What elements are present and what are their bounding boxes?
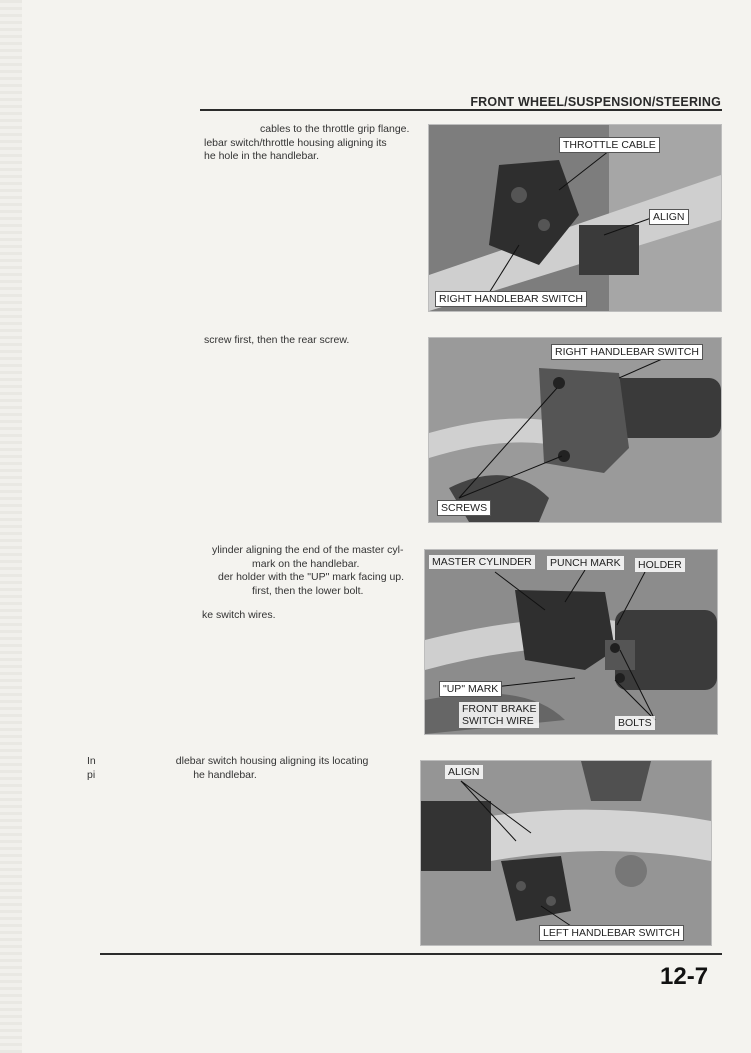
step-4-text [87, 755, 368, 782]
step-4-line-2 [87, 769, 368, 783]
step-2-line-1: screw first, then the rear screw. [204, 334, 350, 346]
label-left-handlebar-switch: LEFT HANDLEBAR SWITCH [539, 925, 684, 941]
label-front-brake-line-1: FRONT BRAKE [462, 703, 537, 715]
page-header-title: FRONT WHEEL/SUSPENSION/STEERING [470, 95, 721, 109]
step-4-line-1b: dlebar switch housing aligning its locating [175, 755, 369, 767]
step-4-line-2b: he handlebar. [193, 768, 257, 781]
label-front-brake-switch-wire [459, 702, 539, 728]
label-front-brake-line-2: SWITCH WIRE [462, 715, 534, 727]
photo-right-switch-screws [428, 337, 722, 523]
photo-left-switch [420, 760, 712, 946]
step-3-line-3: der holder with the "UP" mark facing up. [218, 571, 405, 583]
photo-right-switch-throttle [428, 124, 722, 312]
scan-edge [0, 0, 22, 1053]
step-1-text [204, 123, 409, 164]
photo-master-cylinder [424, 549, 718, 735]
step-4-line-1 [87, 755, 368, 769]
label-punch-mark: PUNCH MARK [547, 556, 624, 570]
step-3-line-4: first, then the lower bolt. [252, 584, 364, 597]
label-holder: HOLDER [635, 558, 685, 572]
step-1-line-1: cables to the throttle grip flange. [260, 123, 410, 135]
label-bolts: BOLTS [615, 716, 655, 730]
step-1-line-3: he hole in the handlebar. [204, 150, 320, 162]
step-3-text [100, 544, 404, 623]
step-4-line-1a: In [87, 755, 96, 767]
step-3-line-1: ylinder aligning the end of the master cyl- [212, 544, 404, 556]
step-3-line-5: ke switch wires. [202, 609, 276, 621]
photo-4-image [421, 761, 711, 945]
label-throttle-cable: THROTTLE CABLE [559, 137, 660, 153]
label-right-handlebar-switch: RIGHT HANDLEBAR SWITCH [435, 291, 587, 307]
header-rule [200, 109, 722, 111]
label-screws: SCREWS [437, 500, 491, 516]
step-2-text [204, 334, 349, 348]
step-4-line-2a: pi [87, 768, 96, 781]
label-master-cylinder: MASTER CYLINDER [429, 555, 535, 569]
label-align-left: ALIGN [445, 765, 483, 779]
step-1-line-2: lebar switch/throttle housing aligning its [204, 136, 387, 149]
page-number: 12-7 [660, 963, 709, 990]
label-right-handlebar-switch-2: RIGHT HANDLEBAR SWITCH [551, 344, 703, 360]
label-align: ALIGN [649, 209, 689, 225]
footer-rule [100, 953, 722, 955]
photo-2-image [429, 338, 721, 522]
label-up-mark: "UP" MARK [439, 681, 502, 697]
step-3-line-2: mark on the handlebar. [252, 557, 360, 570]
